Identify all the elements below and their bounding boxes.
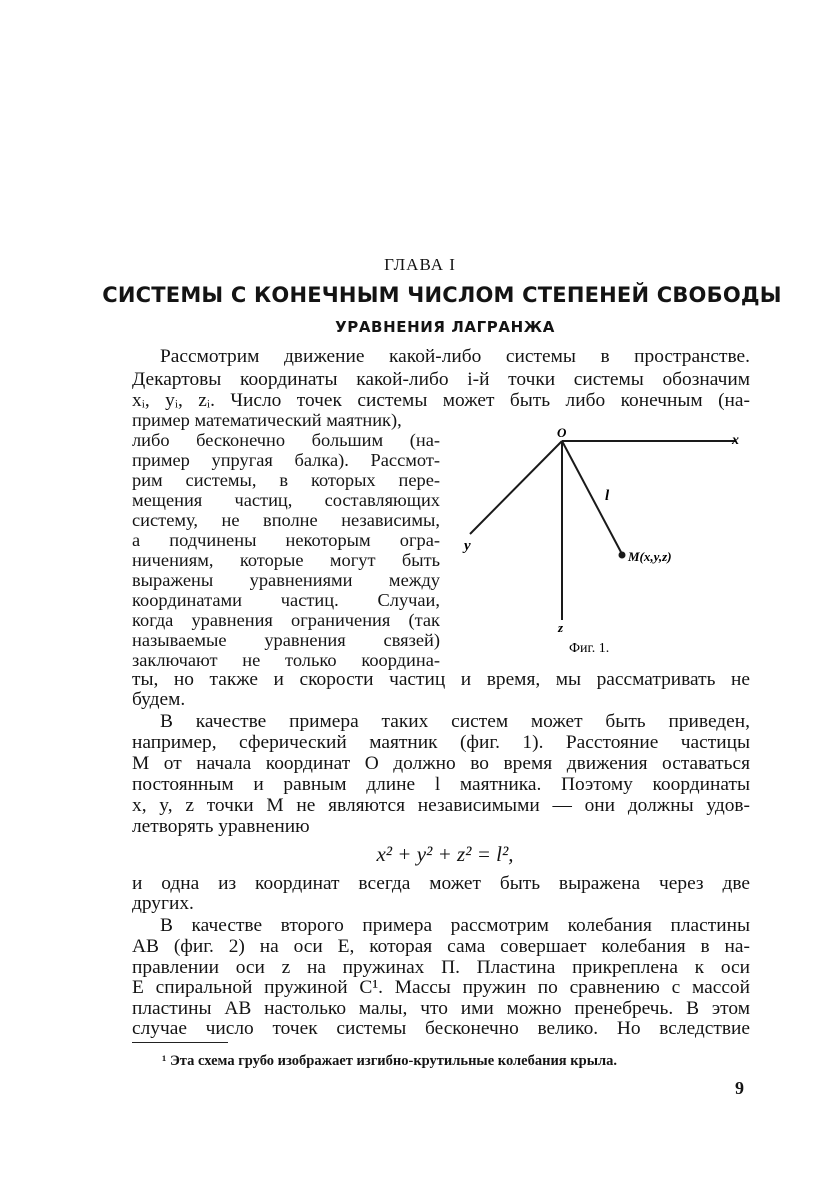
- text-line: летворять уравнению: [132, 816, 310, 837]
- y-label: y: [464, 538, 471, 554]
- y-axis: [470, 441, 562, 534]
- text-line: x, y, z точки M не являются независимыми — они должны удов-: [132, 795, 750, 816]
- text-line: ты, но также и скорости частиц и время, мы рассматривать не: [132, 669, 750, 690]
- text-line: мещения частиц, составляющих: [132, 490, 440, 510]
- text-line: выражены уравнениями между: [132, 570, 440, 590]
- z-label: z: [558, 620, 564, 635]
- text-line: В качестве второго примера рассмотрим колебания пластины: [160, 915, 750, 936]
- footnote: ¹ Эта схема грубо изображает изгибно-крутильные колебания крыла.: [162, 1053, 618, 1069]
- text-line: рим системы, в которых пере-: [132, 470, 440, 490]
- equation: x² + y² + z² = l²,: [376, 842, 514, 866]
- text-line: координатами частиц. Случаи,: [132, 590, 440, 610]
- text-line: Рассмотрим движение какой-либо системы в пространстве.: [160, 346, 750, 367]
- x-label: x: [732, 433, 739, 448]
- text-line: заключают не только координа-: [132, 650, 440, 670]
- origin-label: O: [557, 425, 567, 440]
- pendulum-rod: [562, 441, 622, 554]
- text-line: других.: [132, 893, 194, 914]
- text-line: например, сферический маятник (фиг. 1). Расстояние частицы: [132, 732, 750, 753]
- chapter-heading: ГЛАВА I: [384, 255, 456, 274]
- text-line: называемые уравнения связей): [132, 630, 440, 650]
- text-line: правлении оси z на пружинах П. Пластина прикреплена к оси: [132, 957, 750, 978]
- text-line: либо бесконечно большим (на-: [132, 430, 440, 450]
- figure-caption: Фиг. 1.: [569, 641, 610, 656]
- point-label: M(x,y,z): [628, 549, 672, 564]
- text-line: xᵢ, yᵢ, zᵢ. Число точек системы может быть либо конечным (на-: [132, 390, 750, 411]
- text-line: постоянным и равным длине l маятника. Поэтому координаты: [132, 774, 750, 795]
- section-heading: УРАВНЕНИЯ ЛАГРАНЖА: [335, 318, 555, 336]
- chapter-title: СИСТЕМЫ С КОНЕЧНЫМ ЧИСЛОМ СТЕПЕНЕЙ СВОБОДЫ: [102, 283, 782, 307]
- figure-1-pendulum: [456, 422, 756, 672]
- text-line: ничениям, которые могут быть: [132, 550, 440, 570]
- text-line: Декартовы координаты какой-либо i-й точки системы обозначим: [132, 369, 750, 390]
- text-line: В качестве примера таких систем может быть приведен,: [160, 711, 750, 732]
- text-line: когда уравнения ограничения (так: [132, 610, 440, 630]
- footnote-divider: [132, 1042, 228, 1043]
- text-line: пример упругая балка). Рассмот-: [132, 450, 440, 470]
- text-line: и одна из координат всегда может быть выражена через две: [132, 873, 750, 894]
- text-line: а подчинены некоторым огра-: [132, 530, 440, 550]
- text-line: пластины AB настолько малы, что ими можно пренебречь. В этом: [132, 998, 750, 1019]
- pendulum-mass: [619, 552, 626, 559]
- text-line: M от начала координат O должно во время движения оставаться: [132, 753, 750, 774]
- length-label: l: [605, 488, 610, 504]
- text-line: случае число точек системы бесконечно велико. Но вследствие: [132, 1018, 750, 1039]
- text-line: систему, не вполне независимы,: [132, 510, 440, 530]
- text-line: E спиральной пружиной C¹. Массы пружин по сравнению с массой: [132, 977, 750, 998]
- text-line: будем.: [132, 689, 186, 710]
- text-line: AB (фиг. 2) на оси E, которая сама совершает колебания в на-: [132, 936, 750, 957]
- page-number: 9: [735, 1078, 744, 1098]
- text-line: пример математический маятник),: [132, 410, 402, 430]
